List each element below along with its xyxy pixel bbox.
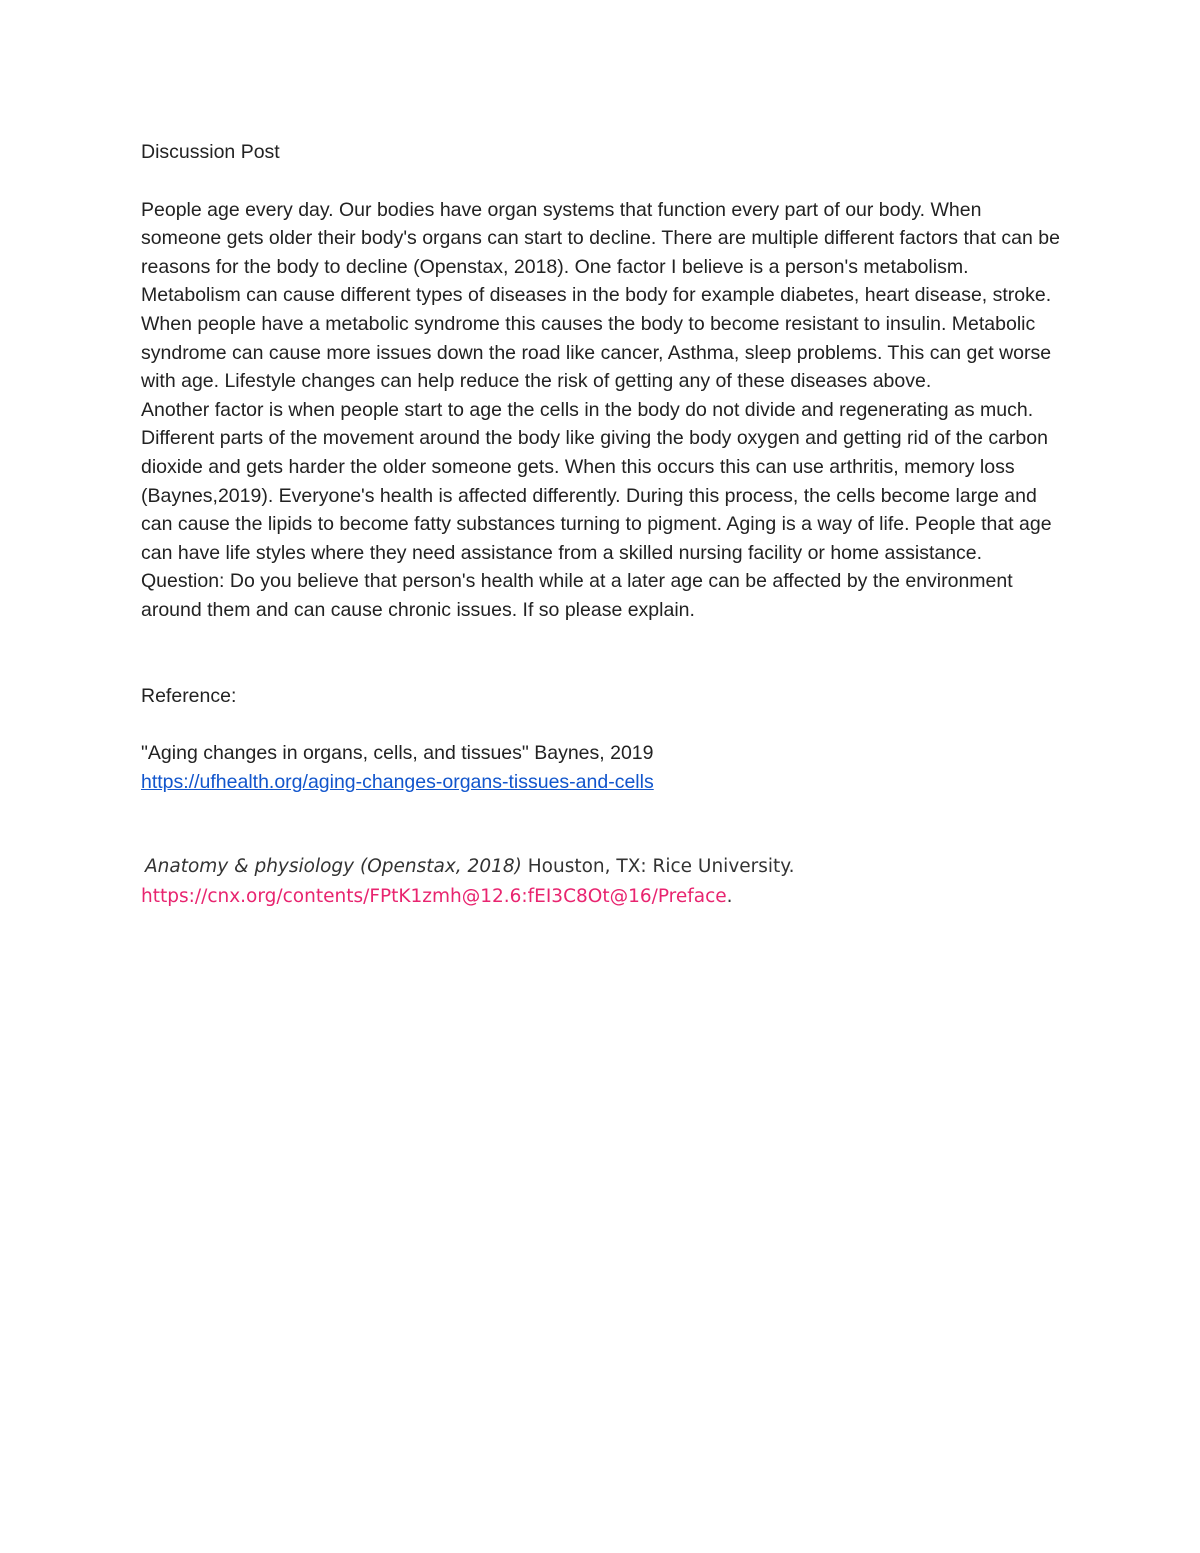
document-title: Discussion Post bbox=[141, 141, 280, 163]
reference-2-title: Anatomy & physiology (Openstax, 2018) bbox=[145, 856, 522, 878]
reference-2-line bbox=[141, 882, 1061, 912]
paragraph-question: Question: Do you believe that person's health while at a later age can be affected by the environment around them and can cause chronic issues. If so please explain. bbox=[141, 570, 1013, 621]
spacer bbox=[141, 710, 1061, 739]
paragraph-cell-aging: Another factor is when people start to age the cells in the body do not divide and regenerating as much. Different parts of the movement around the body like giving the body oxygen and getting rid of the carbon dioxide and gets harder the older someone gets. When this occurs this can use arthritis, memory loss (Baynes,2019). Everyone's health is affected differently. During this process, the cells become large and can cause the lipids to become fatty substances turning to pigment. Aging is a way of life. People that age can have life styles where they need assistance from a skilled nursing facility or home assistance. bbox=[141, 398, 1052, 564]
reference-1-citation: "Aging changes in organs, cells, and tissues" Baynes, 2019 bbox=[141, 742, 654, 765]
reference-2-trailing: . bbox=[726, 885, 733, 907]
document-page bbox=[141, 138, 1061, 911]
spacer bbox=[141, 796, 1061, 853]
paragraph-metabolism: People age every day. Our bodies have organ systems that function every part of our body. When someone gets older their body's organs can start to decline. There are multiple different factors that can be reasons for the body to decline (Openstax, 2018). One factor I believe is a person's metabolism. Metabolism can cause different types of diseases in the body for example diabetes, heart disease, stroke. When people have a metabolic syndrome this causes the body to become resistant to insulin. Metabolic syndrome can cause more issues down the road like cancer, Asthma, sleep problems. This can get worse with age. Lifestyle changes can help reduce the risk of getting any of these diseases above. bbox=[141, 198, 1060, 393]
spacer bbox=[141, 625, 1061, 682]
reference-1-link[interactable]: https://ufhealth.org/aging-changes-organs-tissues-and-cells bbox=[141, 770, 654, 793]
reference-2-link[interactable]: https://cnx.org/contents/FPtK1zmh@12.6:fEI3C8Ot@16/Preface bbox=[141, 885, 727, 907]
reference-2-citation bbox=[141, 853, 1061, 882]
reference-heading: Reference: bbox=[141, 684, 237, 707]
reference-2-publisher: Houston, TX: Rice University. bbox=[521, 856, 795, 878]
reference-1-line bbox=[141, 768, 1061, 797]
